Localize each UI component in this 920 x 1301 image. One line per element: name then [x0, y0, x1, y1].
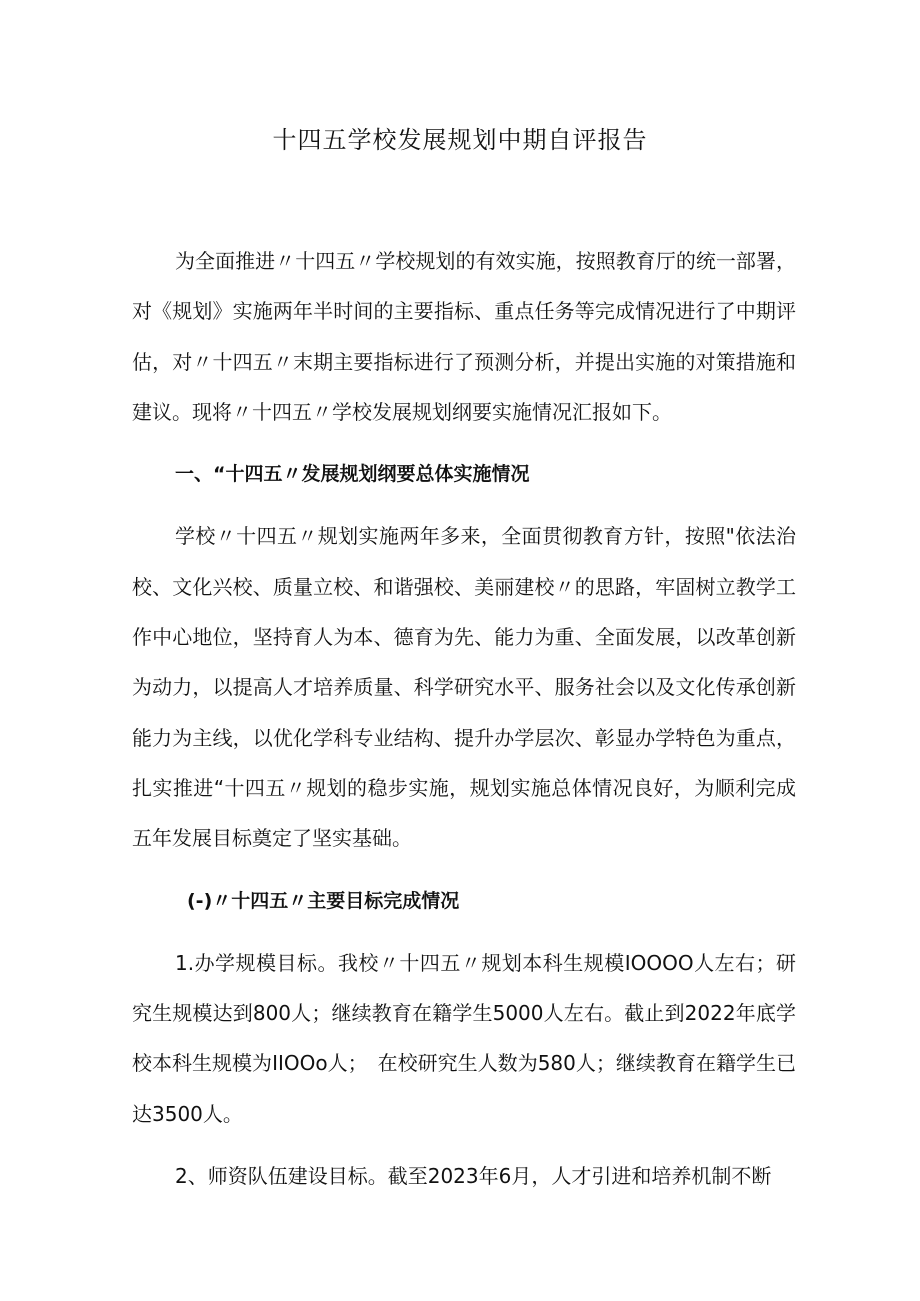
section-1-paragraph: 学校〃十四五〃规划实施两年多来，全面贯彻教育方针，按照"依法治校、文化兴校、质量立校、和谐强校、美丽建校〃的思路，牢固树立教学工作中心地位，坚持育人为本、德育为先、能力为重、全面发展，以改革创新为动力，以提高人才培养质量、科学研究水平、服务社会以及文化传承创新能力为主线，以优化学科专业结构、提升办学层次、彰显办学特色为重点，扎实推进“十四五〃规划的稳步实施，规划实施总体情况良好，为顺利完成五年发展目标奠定了坚实基础。 — [132, 524, 796, 851]
subsection-heading-1: (-)〃十四五〃主要目标完成情况 — [187, 889, 460, 912]
document-body — [132, 236, 796, 1201]
item-2-paragraph: 2、师资队伍建设目标。截至2023年6月，人才引进和培养机制不断 — [175, 1164, 772, 1189]
section-heading-1: 一、“十四五〃发展规划纲要总体实施情况 — [175, 463, 530, 486]
document-title: 十四五学校发展规划中期自评报告 — [272, 126, 648, 154]
intro-paragraph: 为全面推进〃十四五〃学校规划的有效实施，按照教育厅的统一部署，对《规划》实施两年半时间的主要指标、重点任务等完成情况进行了中期评估，对〃十四五〃末期主要指标进行了预测分析，并提出实施的对策措施和建议。现将〃十四五〃学校发展规划纲要实施情况汇报如下。 — [132, 249, 796, 424]
item-1-paragraph: 1.办学规模目标。我校〃十四五〃规划本科生规模IOOOO人左右；研究生规模达到800人；继续教育在籍学生5000人左右。截止到2022年底学校本科生规模为IIOOo人； 在校研究生人数为580人；继续教育在籍学生已达3500人。 — [132, 950, 796, 1126]
